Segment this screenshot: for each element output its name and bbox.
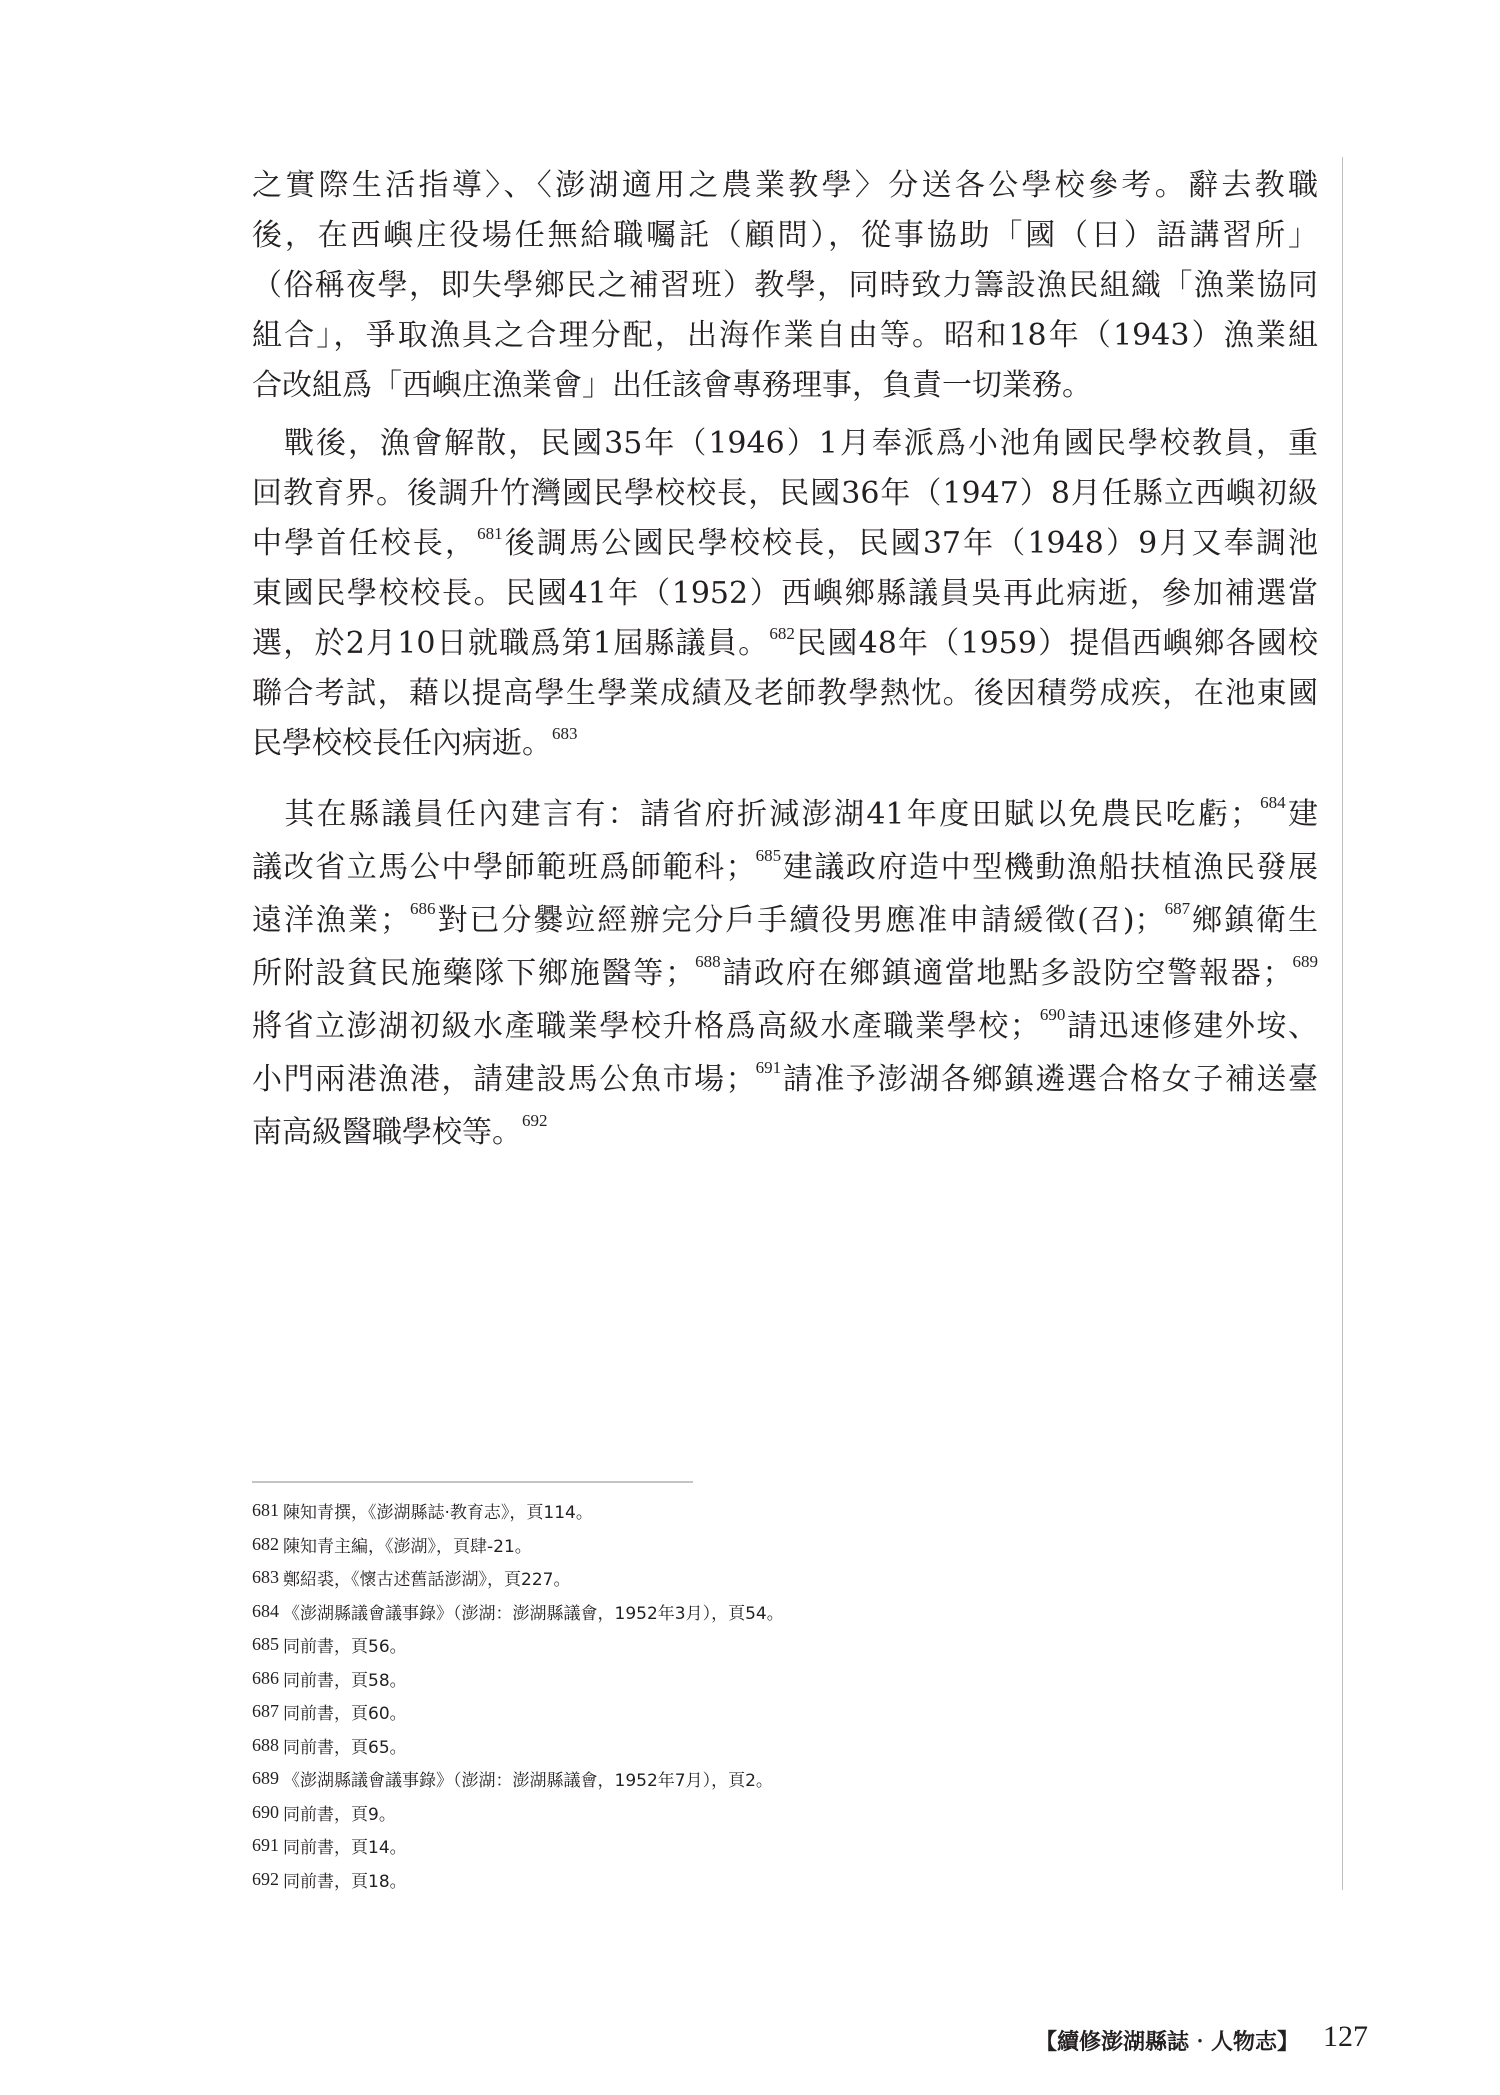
footnote-ref: 685	[755, 846, 782, 865]
text-run: 請政府在鄉鎮適當地點多設防空警報器；	[720, 956, 1293, 991]
footnote-text: 同前書，頁65。	[283, 1737, 407, 1758]
text-run: 遠洋漁業；	[252, 903, 410, 938]
text-run: 將省立澎湖初級水產職業學校升格爲高級水產職業學校；	[252, 1009, 1040, 1044]
text-run: 合改組爲「西嶼庄漁業會」出任該會專務理事，負責一切業務。	[252, 368, 1092, 403]
text-run: 請准予澎湖各鄉鎮遴選合格女子補送臺	[781, 1062, 1318, 1097]
text-line	[252, 519, 1318, 569]
footnote-number: 685	[252, 1634, 279, 1654]
text-line	[252, 669, 1318, 719]
text-run: 戰後，漁會解散，民國35年（1946）1月奉派爲小池角國民學校教員，重	[252, 426, 1318, 461]
footnote	[252, 1598, 784, 1632]
footnote-divider	[252, 1481, 693, 1483]
footnote-text: 陳知青主編，《澎湖》，頁肆-21。	[283, 1536, 532, 1557]
footnote-number: 692	[252, 1868, 279, 1889]
text-run: 南高級醫職學校等。	[252, 1115, 522, 1150]
text-run: 建議政府造中型機動漁船扶植漁民發展	[781, 850, 1318, 885]
footnote-text: 同前書，頁58。	[283, 1670, 407, 1691]
footnote-ref: 689	[1292, 952, 1319, 971]
text-run: 議改省立馬公中學師範班爲師範科；	[252, 850, 756, 885]
paragraph	[252, 788, 1318, 1159]
paragraph	[252, 419, 1318, 769]
text-line	[252, 261, 1318, 311]
text-line	[252, 161, 1318, 211]
text-line	[252, 841, 1318, 894]
footnote	[252, 1698, 784, 1732]
footnote	[252, 1765, 784, 1799]
text-run: 東國民學校校長。民國41年（1952）西嶼鄉縣議員吳再此病逝，參加補選當	[252, 576, 1318, 611]
footnote-text: 同前書，頁60。	[283, 1704, 407, 1724]
footnote	[252, 1866, 784, 1900]
text-run: 小門兩港漁港，請建設馬公魚市場；	[252, 1062, 756, 1097]
footnote-number: 687	[252, 1701, 279, 1721]
footnote-number: 684	[252, 1600, 279, 1621]
text-run: 回教育界。後調升竹灣國民學校校長，民國36年（1947）8月任縣立西嶼初級	[252, 476, 1318, 511]
paragraph	[252, 161, 1318, 411]
footnote-number: 688	[252, 1734, 279, 1755]
text-run: 之實際生活指導〉、〈澎湖適用之農業教學〉分送各公學校參考。辭去教職	[252, 168, 1318, 203]
footnote	[252, 1832, 784, 1866]
text-line	[252, 211, 1318, 261]
footnote-number: 690	[252, 1801, 279, 1822]
text-line	[252, 619, 1318, 669]
footnote	[252, 1799, 784, 1833]
footnote	[252, 1531, 784, 1565]
footnote	[252, 1497, 784, 1531]
margin-rule	[1342, 157, 1343, 1890]
footnote-ref: 681	[477, 524, 503, 543]
text-line	[252, 419, 1318, 469]
text-run: 後，在西嶼庄役場任無給職囑託（顧問），從事協助「國（日）語講習所」	[252, 218, 1318, 253]
footnote-text: 《澎湖縣議會議事錄》（澎湖：澎湖縣議會，1952年3月），頁54。	[283, 1603, 784, 1624]
footnote-text: 同前書，頁56。	[283, 1637, 407, 1657]
footnote-ref: 688	[695, 952, 721, 971]
page-number: 127	[1323, 2020, 1368, 2053]
footnote-text: 同前書，頁9。	[283, 1804, 396, 1825]
text-run: 建	[1285, 797, 1318, 832]
text-run: （俗稱夜學，即失學鄉民之補習班）教學，同時致力籌設漁民組織「漁業協同	[252, 268, 1318, 303]
text-line	[252, 894, 1318, 947]
text-line	[252, 1000, 1318, 1053]
text-run: 請迅速修建外垵、	[1065, 1009, 1318, 1044]
text-run: 中學首任校長，	[252, 526, 478, 561]
footnote-number: 682	[252, 1533, 279, 1554]
footnote-text: 鄭紹裘，《懷古述舊話澎湖》，頁227。	[283, 1570, 571, 1590]
footnote-number: 691	[252, 1835, 279, 1855]
footnote-number: 686	[252, 1667, 279, 1688]
text-run: 民國48年（1959）提倡西嶼鄉各國校	[794, 626, 1318, 661]
text-line	[252, 1106, 1318, 1159]
footnote-number: 689	[252, 1768, 279, 1788]
footnote	[252, 1732, 784, 1766]
text-run: 聯合考試，藉以提高學生學業成績及老師教學熱忱。後因積勞成疾，在池東國	[252, 676, 1318, 711]
text-run: 所附設貧民施藥隊下鄉施醫等；	[252, 956, 696, 991]
text-run: 組合」，爭取漁具之合理分配，出海作業自由等。昭和18年（1943）漁業組	[252, 318, 1318, 353]
footnote	[252, 1665, 784, 1699]
text-line	[252, 569, 1318, 619]
text-run: 後調馬公國民學校校長，民國37年（1948）9月又奉調池	[502, 526, 1319, 561]
footnote-ref: 683	[552, 724, 578, 743]
footnote-ref: 682	[769, 624, 795, 643]
footnote-text: 陳知青撰，《澎湖縣誌‧教育志》，頁114。	[283, 1503, 593, 1523]
text-run: 民學校校長任內病逝。	[252, 726, 552, 761]
text-line	[252, 1053, 1318, 1106]
footnote-ref: 691	[755, 1058, 782, 1077]
footnote-ref: 684	[1260, 793, 1286, 812]
footnote-text: 《澎湖縣議會議事錄》（澎湖：澎湖縣議會，1952年7月），頁2。	[283, 1771, 773, 1791]
footnote	[252, 1564, 784, 1598]
footnote-text: 同前書，頁18。	[283, 1871, 407, 1892]
running-footer-title: 【續修澎湖縣誌‧人物志】	[1035, 2029, 1300, 2055]
footnote	[252, 1631, 784, 1665]
footnote-ref: 687	[1164, 899, 1191, 918]
text-run: 其在縣議員任內建言有：請省府折減澎湖41年度田賦以免農民吃虧；	[252, 797, 1261, 832]
footnote-ref: 690	[1039, 1005, 1066, 1024]
footnote-ref: 692	[522, 1111, 548, 1130]
footnote-number: 681	[252, 1500, 279, 1520]
footnote-text: 同前書，頁14。	[283, 1838, 407, 1858]
text-line	[252, 469, 1318, 519]
footnote-number: 683	[252, 1567, 279, 1587]
text-run: 對已分爨竝經辦完分戶手續役男應准申請緩徵(召)；	[435, 903, 1165, 938]
text-line	[252, 788, 1318, 841]
text-line	[252, 947, 1318, 1000]
text-run: 鄉鎮衛生	[1190, 903, 1319, 938]
text-line	[252, 361, 1318, 411]
text-line	[252, 719, 1318, 769]
footnotes	[252, 1497, 784, 1899]
text-line	[252, 311, 1318, 361]
footnote-ref: 686	[409, 899, 436, 918]
text-run: 選，於2月10日就職爲第1屆縣議員。	[252, 626, 770, 661]
